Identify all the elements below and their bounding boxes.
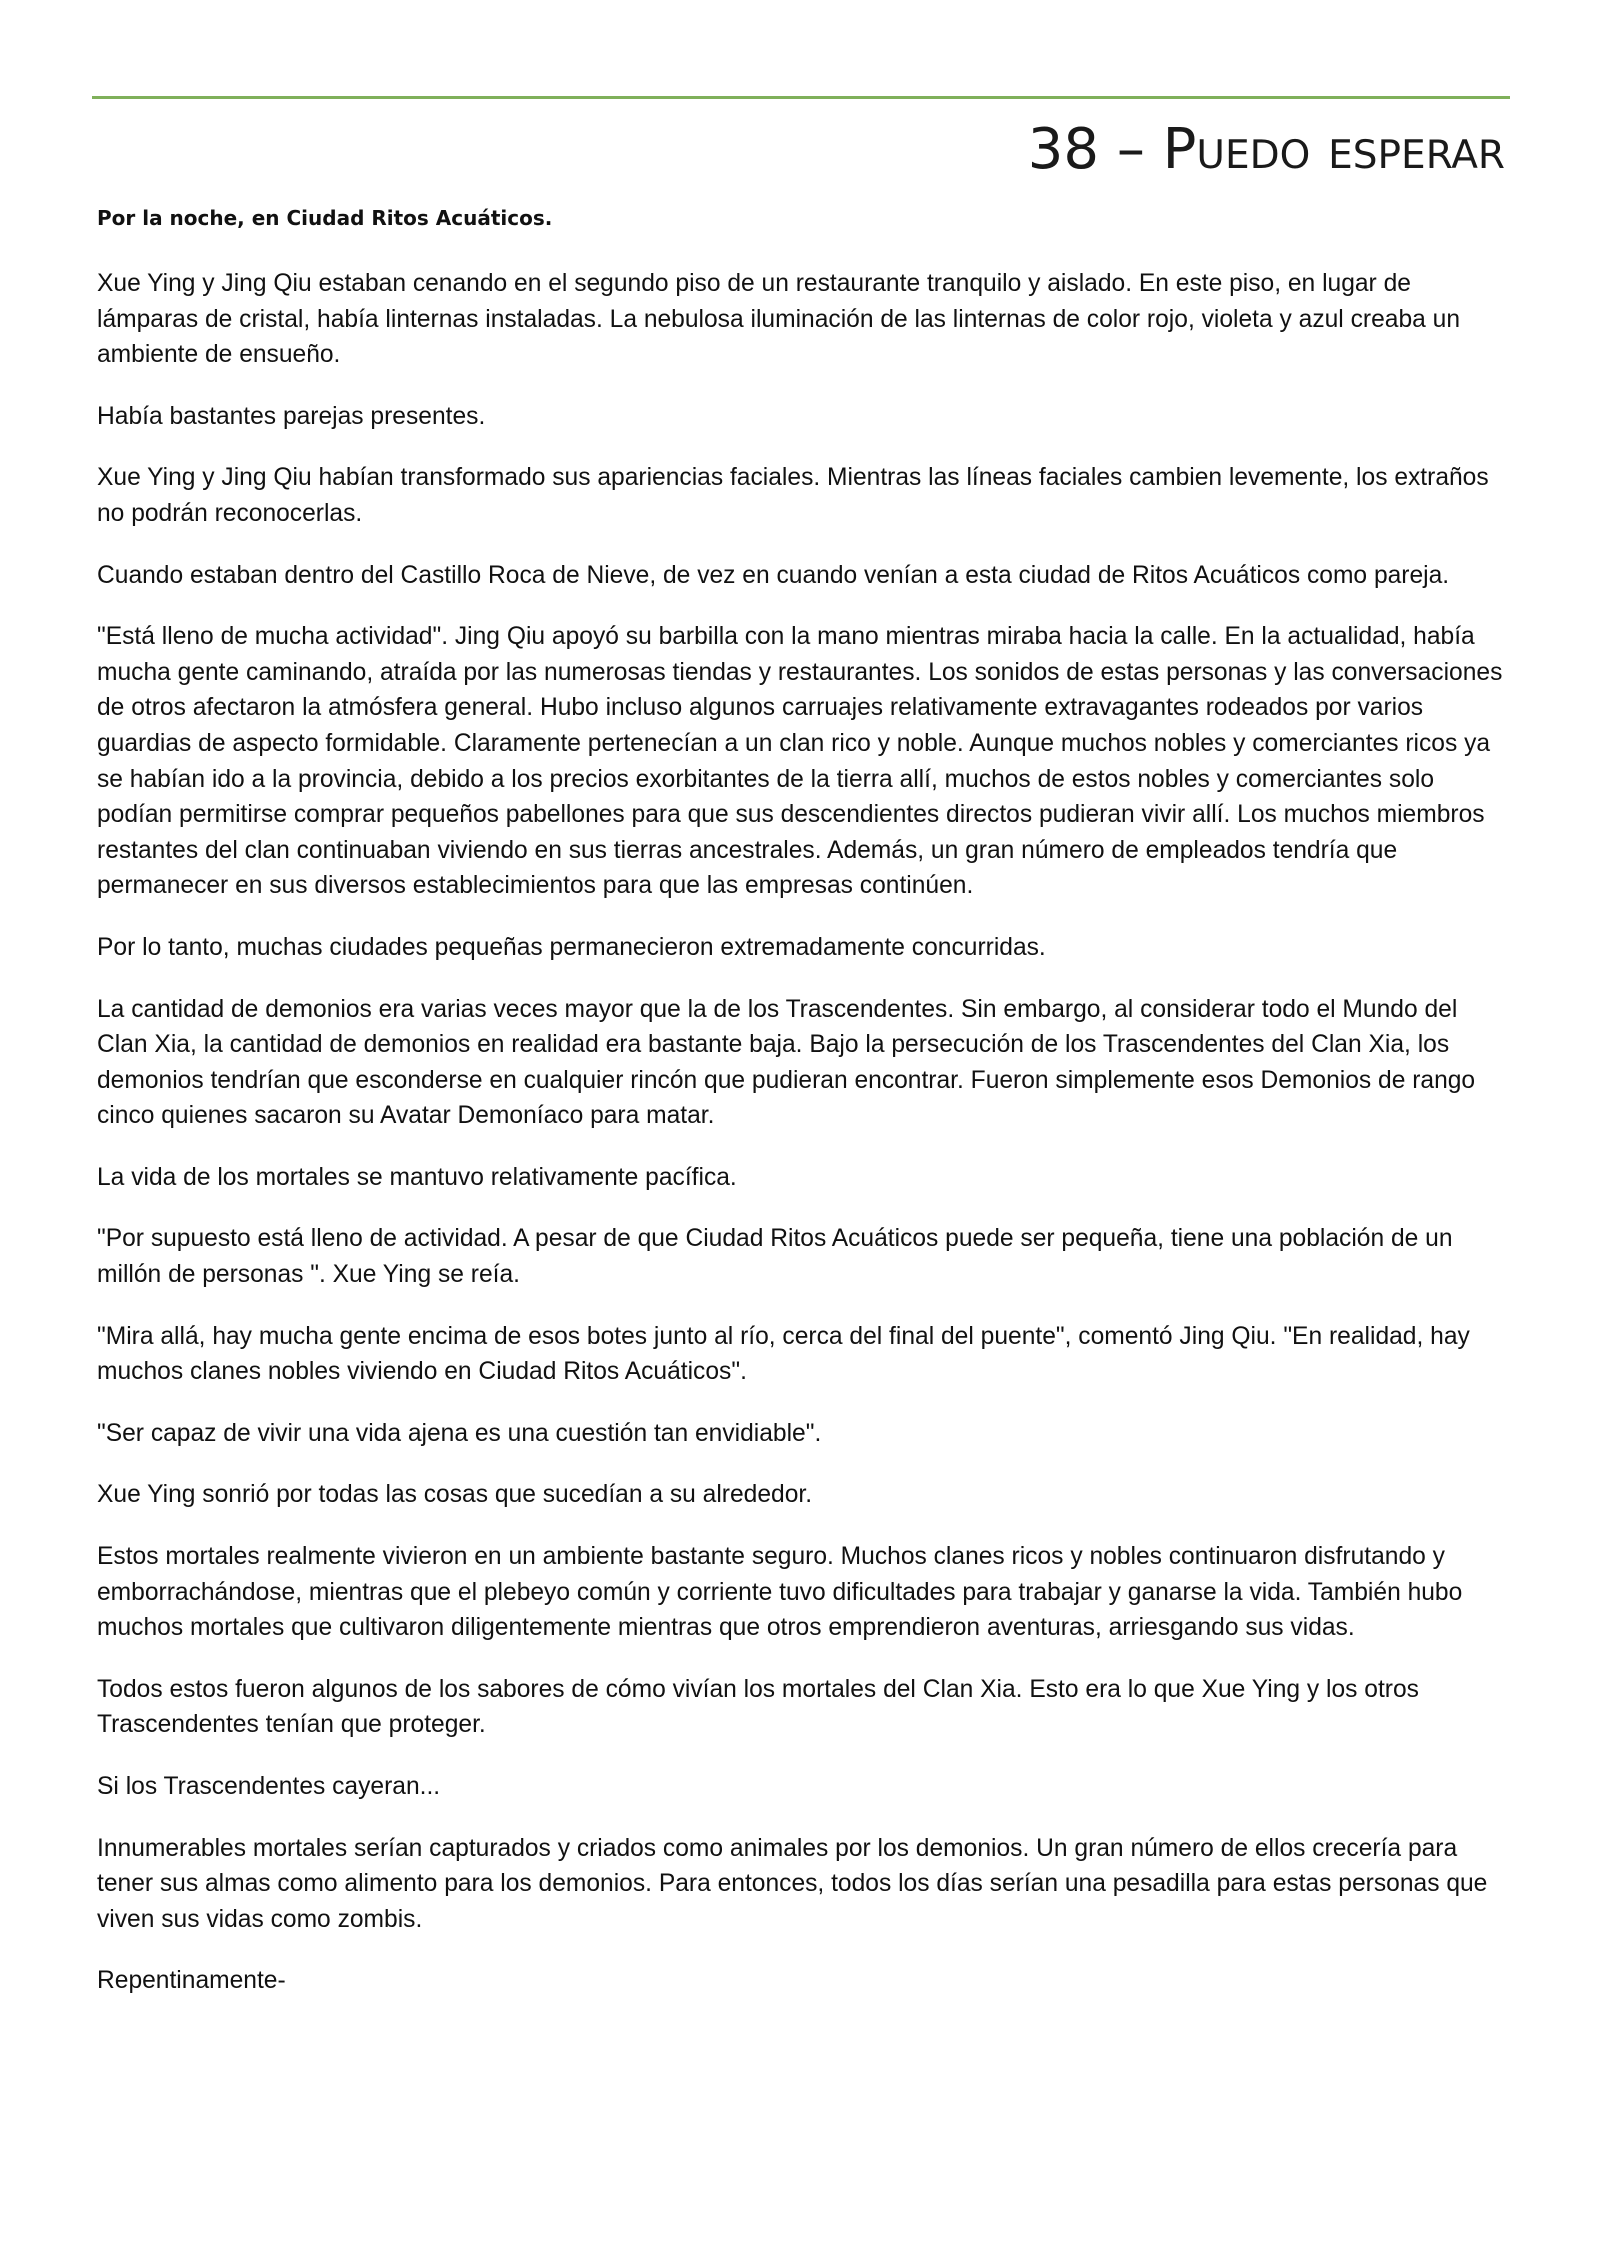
paragraph: La vida de los mortales se mantuvo relativamente pacífica. (97, 1163, 737, 1191)
header-rule (92, 96, 1510, 99)
paragraph: Todos estos fueron algunos de los sabores de cómo vivían los mortales del Clan Xia. Esto era lo que Xue Ying y los otros Trascendentes tenían que proteger. (97, 1675, 1419, 1739)
paragraph: "Mira allá, hay mucha gente encima de esos botes junto al río, cerca del final del puente", comentó Jing Qiu. "En realidad, hay muchos clanes nobles viviendo en Ciudad Ritos Acuáticos". (97, 1322, 1470, 1386)
paragraph: Xue Ying sonrió por todas las cosas que sucedían a su alrededor. (97, 1481, 813, 1509)
paragraph: Si los Trascendentes cayeran... (97, 1773, 441, 1800)
chapter-title (1028, 108, 1505, 192)
scene-setting: Por la noche, en Ciudad Ritos Acuáticos. (97, 206, 553, 230)
paragraph: Innumerables mortales serían capturados y criados como animales por los demonios. Un gran número de ellos crecería para tener sus almas como alimento para los demonios. Para entonces, todos los días serían una pesadilla para estas personas que viven sus vidas como zombis. (97, 1834, 1488, 1933)
paragraph: "Ser capaz de vivir una vida ajena es una cuestión tan envidiable". (97, 1419, 822, 1447)
paragraph: Repentinamente- (97, 1967, 286, 1995)
chapter-body (97, 266, 1513, 2025)
paragraph: La cantidad de demonios era varias veces mayor que la de los Trascendentes. Sin embargo, al considerar todo el Mundo del Clan Xia, la cantidad de demonios en realidad era bastante baja. Bajo la persecución de los Trascendentes del Clan Xia, los demonios tendrían que esconderse en cualquier rincón que pudieran encontrar. Fueron simplemente esos Demonios de rango cinco quienes sacaron su Avatar Demoníaco para matar. (97, 995, 1476, 1130)
paragraph: "Por supuesto está lleno de actividad. A pesar de que Ciudad Ritos Acuáticos puede ser pequeña, tiene una población de un millón de personas ". Xue Ying se reía. (97, 1225, 1453, 1289)
chapter-number: 38 – (1027, 117, 1145, 182)
paragraph: Xue Ying y Jing Qiu habían transformado sus apariencias faciales. Mientras las líneas faciales cambien levemente, los extraños no podrán reconocerlas. (97, 464, 1489, 527)
paragraph: Estos mortales realmente vivieron en un ambiente bastante seguro. Muchos clanes ricos y nobles continuaron disfrutando y emborrachándose, mientras que el plebeyo común y corriente tuvo dificultades para trabajar y ganarse la vida. También hubo muchos mortales que cultivaron diligentemente mientras que otros emprendieron aventuras, arriesgando sus vidas. (97, 1543, 1463, 1642)
chapter-name: Puedo esperar (1162, 117, 1505, 182)
paragraph: Xue Ying y Jing Qiu estaban cenando en el segundo piso de un restaurante tranquilo y aislado. En este piso, en lugar de lámparas de cristal, había linternas instaladas. La nebulosa iluminación de las linternas de color rojo, violeta y azul creaba un ambiente de ensueño. (97, 270, 1460, 369)
paragraph: "Está lleno de mucha actividad". Jing Qiu apoyó su barbilla con la mano mientras miraba hacia la calle. En la actualidad, había mucha gente caminando, atraída por las numerosas tiendas y restaurantes. Los sonidos de estas personas y las conversaciones de otros afectaron la atmósfera general. Hubo incluso algunos carruajes relativamente extravagantes rodeados por varios guardias de aspecto formidable. Claramente pertenecían a un clan rico y noble. Aunque muchos nobles y comerciantes ricos ya se habían ido a la provincia, debido a los precios exorbitantes de la tierra allí, muchos de estos nobles y comerciantes solo podían permitirse comprar pequeños pabellones para que sus descendientes directos pudieran vivir allí. Los muchos miembros restantes del clan continuaban viviendo en sus tierras ancestrales. Además, un gran número de empleados tendría que permanecer en sus diversos establecimientos para que las empresas continúen. (97, 623, 1503, 900)
paragraph: Cuando estaban dentro del Castillo Roca de Nieve, de vez en cuando venían a esta ciudad de Ritos Acuáticos como pareja. (97, 561, 1450, 589)
paragraph: Por lo tanto, muchas ciudades pequeñas permanecieron extremadamente concurridas. (97, 933, 1046, 961)
paragraph: Había bastantes parejas presentes. (97, 402, 486, 430)
